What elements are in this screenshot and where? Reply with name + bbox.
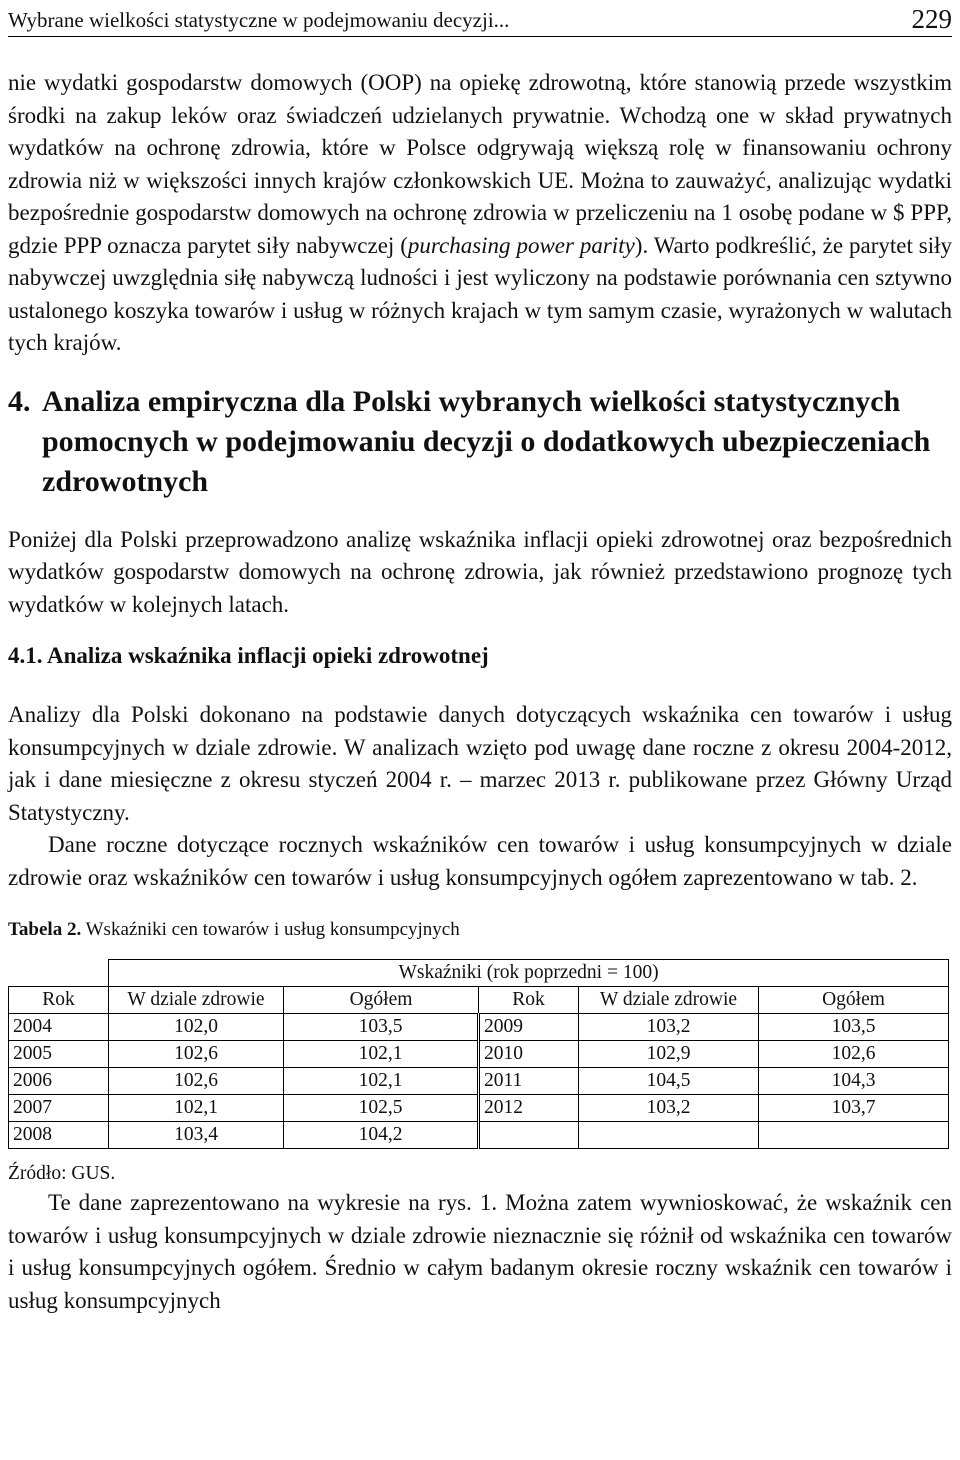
paragraph-oop [8, 67, 952, 360]
table-row [9, 1068, 949, 1095]
section-title: Analiza empiryczna dla Polski wybranych wielkości statystycznych pomocnych w podejmowaniu decyzji o dodatkowych ubezpieczeniach zdrowotnych [42, 384, 931, 498]
table-group-header: Wskaźniki (rok poprzedni = 100) [109, 960, 949, 987]
cell-year: 2004 [9, 1014, 109, 1041]
cell-empty [759, 1122, 949, 1149]
paragraph-conclusion: Te dane zaprezentowano na wykresie na rys. 1. Można zatem wywnioskować, że wskaźnik cen towarów i usług konsumpcyjnych w dziale zdrowie nieznacznie się różnił od wskaźnika cen towarów i usług konsumpcyjnych ogółem. Średnio w całym badanym okresie roczny wskaźnik cen towarów i usług konsumpcyjnych [8, 1190, 952, 1313]
running-header [8, 0, 952, 37]
cell-total: 103,7 [759, 1095, 949, 1122]
col-header-health-2: W dziale zdrowie [579, 987, 759, 1014]
cell-year: 2006 [9, 1068, 109, 1095]
cell-total: 103,5 [759, 1014, 949, 1041]
cell-health: 102,6 [109, 1068, 284, 1095]
cell-year: 2005 [9, 1041, 109, 1068]
cell-year: 2010 [479, 1041, 579, 1068]
section-heading [8, 382, 952, 502]
paragraph-intro: Poniżej dla Polski przeprowadzono analizę wskaźnika inflacji opieki zdrowotnej oraz bezpośrednich wydatków gospodarstw domowych na ochronę zdrowia, jak również przedstawiono prognozę tych wydatków w kolejnych latach. [8, 526, 952, 617]
running-title: Wybrane wielkości statystyczne w podejmowaniu decyzji... [8, 8, 510, 32]
cell-year: 2008 [9, 1122, 109, 1149]
cell-empty [479, 1122, 579, 1149]
table-row [9, 1122, 949, 1149]
table-source: Źródło: GUS. [8, 1163, 116, 1184]
table-header-row [9, 987, 949, 1014]
table-group-header-row [9, 960, 949, 987]
cell-health: 103,2 [579, 1014, 759, 1041]
cell-empty [579, 1122, 759, 1149]
cell-total: 104,2 [284, 1122, 479, 1149]
table-row [9, 1095, 949, 1122]
col-header-total: Ogółem [284, 987, 479, 1014]
cell-total: 102,1 [284, 1068, 479, 1095]
cell-total: 102,5 [284, 1095, 479, 1122]
cell-total: 102,6 [759, 1041, 949, 1068]
table-caption-label: Tabela 2. [8, 919, 82, 940]
cell-health: 103,4 [109, 1122, 284, 1149]
col-header-total-2: Ogółem [759, 987, 949, 1014]
paragraph-text: ). Warto podkreślić, że parytet siły nabywczej uwzględnia siłę nabywczą ludności i jest wyliczony na podstawie porównania cen sztywno ustalonego koszyka towarów i usług w różnych krajach w tym samym czasie, wyrażonych w walutach tych krajów. [8, 232, 953, 355]
col-header-year: Rok [9, 987, 109, 1014]
table-blank-header [9, 960, 109, 987]
paragraph-text: nie wydatki gospodarstw domowych (OOP) na opiekę zdrowotną, które stanowią przede wszystkim środki na zakup leków oraz świadczeń udzielanych prywatnie. Wchodzą one w skład prywatnych wydatków na ochronę zdrowia, które w Polsce odgrywają większą rolę w finansowaniu ochrony zdrowia niż w większości innych krajów członkowskich UE. Można to zauważyć, analizując wydatki bezpośrednie gospodarstw domowych na ochronę zdrowia w przeliczeniu na 1 osobę podane w $ PPP, gdzie PPP oznacza parytet siły nabywczej ( [8, 70, 952, 258]
cell-year: 2009 [479, 1014, 579, 1041]
cell-total: 104,3 [759, 1068, 949, 1095]
cell-year: 2012 [479, 1095, 579, 1122]
paragraph-annual-data: Dane roczne dotyczące rocznych wskaźników cen towarów i usług konsumpcyjnych w dziale zdrowie oraz wskaźników cen towarów i usług konsumpcyjnych ogółem zaprezentowano w tab. 2. [8, 832, 952, 890]
cell-health: 103,2 [579, 1095, 759, 1122]
paragraph-analysis: Analizy dla Polski dokonano na podstawie danych dotyczących wskaźnika cen towarów i usług konsumpcyjnych w dziale zdrowie. W analizach wzięto pod uwagę dane roczne z okresu 2004-2012, jak i dane miesięczne z okresu styczeń 2004 r. – marzec 2013 r. publikowane przez Główny Urząd Statystyczny. [8, 702, 952, 825]
cell-health: 102,6 [109, 1041, 284, 1068]
subsection-heading: 4.1. Analiza wskaźnika inflacji opieki zdrowotnej [8, 643, 489, 668]
cell-year: 2007 [9, 1095, 109, 1122]
cell-health: 102,0 [109, 1014, 284, 1041]
italic-term: purchasing power parity [407, 232, 635, 258]
col-header-year-2: Rok [479, 987, 579, 1014]
section-number: 4. [8, 384, 31, 418]
cell-health: 102,1 [109, 1095, 284, 1122]
cell-total: 102,1 [284, 1041, 479, 1068]
table-caption [8, 917, 952, 943]
table-row [9, 1041, 949, 1068]
table-caption-text: Wskaźniki cen towarów i usług konsumpcyjnych [81, 919, 460, 940]
cell-health: 104,5 [579, 1068, 759, 1095]
col-header-health: W dziale zdrowie [109, 987, 284, 1014]
document-page [8, 0, 952, 1317]
cell-health: 102,9 [579, 1041, 759, 1068]
page-number: 229 [911, 4, 952, 34]
cell-total: 103,5 [284, 1014, 479, 1041]
price-index-table [8, 959, 949, 1149]
table-row [9, 1014, 949, 1041]
cell-year: 2011 [479, 1068, 579, 1095]
